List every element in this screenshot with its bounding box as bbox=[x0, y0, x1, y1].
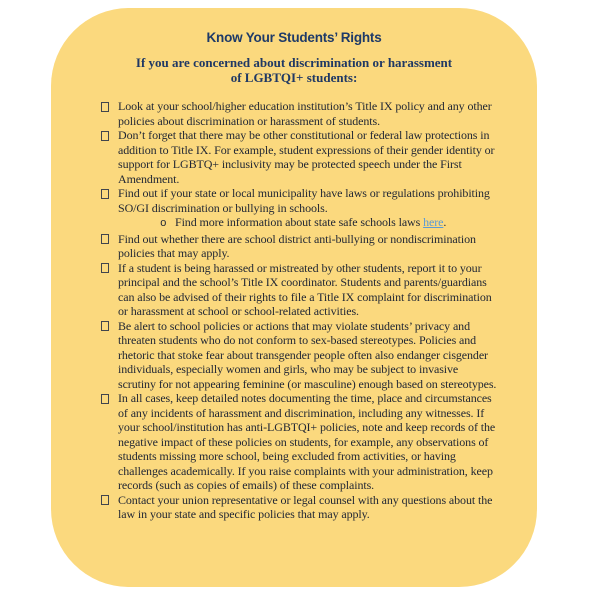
bullet-text: If a student is being harassed or mistreated by other students, report it to your principal and the school’s Title IX coordinator. Students and parents/guardians can also be advised of their rights to file a Title IX complaint for discrimination or harassment at school or school-related activities. bbox=[118, 260, 492, 318]
bullet-text: Look at your school/higher education institution’s Title IX policy and any other policies about discrimination or harassment of students. bbox=[118, 99, 492, 128]
checkbox-icon bbox=[101, 263, 109, 273]
checkbox-icon bbox=[101, 102, 109, 112]
checkbox-icon bbox=[101, 321, 109, 331]
sub-list-item bbox=[160, 215, 498, 232]
sub-bullet-marker: o bbox=[160, 218, 167, 230]
bullet-text: Be alert to school policies or actions that may violate students’ privacy and threaten students who do not conform to sex-based stereotypes. Policies and rhetoric that stoke fear about transgender people often also endanger cisgender individuals, especially women and girls, who may be subject to invasive scrutiny for not appearing feminine (or masculine) enough based on stereotypes. bbox=[118, 318, 497, 391]
list-item bbox=[100, 99, 498, 128]
list-item bbox=[100, 493, 498, 522]
checkbox-icon bbox=[101, 394, 109, 404]
checkbox-icon bbox=[101, 495, 109, 505]
safe-schools-laws-link[interactable]: here bbox=[423, 215, 444, 229]
bullet-text: Don’t forget that there may be other constitutional or federal law protections in addition to Title IX. For example, student expressions of their gender identity or support for LGBTQ+ inclusivity may be protected speech under the First Amendment. bbox=[118, 128, 495, 186]
page-subtitle bbox=[51, 56, 537, 85]
subtitle-line-2: of LGBTQI+ students: bbox=[230, 69, 358, 85]
sub-bullet-text: Find more information about state safe schools laws bbox=[175, 215, 424, 229]
checkbox-icon bbox=[101, 234, 109, 244]
list-item bbox=[100, 319, 498, 392]
sub-bullet-period: . bbox=[443, 215, 447, 229]
checkbox-icon bbox=[101, 131, 109, 141]
rights-info-card bbox=[51, 8, 537, 587]
list-item bbox=[100, 261, 498, 319]
bullet-text: Find out if your state or local municipality have laws or regulations prohibiting SO/GI discrimination or bullying in schools. bbox=[118, 186, 490, 215]
list-item bbox=[100, 128, 498, 186]
page-title: Know Your Students’ Rights bbox=[206, 30, 382, 45]
bullet-text: Contact your union representative or legal counsel with any questions about the law in your state and specific policies that may apply. bbox=[118, 492, 493, 521]
list-item bbox=[100, 186, 498, 232]
bullet-text: Find out whether there are school district anti-bullying or nondiscrimination policies that may apply. bbox=[118, 231, 476, 260]
checkbox-icon bbox=[101, 189, 109, 199]
checklist bbox=[100, 99, 498, 522]
list-item bbox=[100, 391, 498, 493]
list-item bbox=[100, 232, 498, 261]
subtitle-line-1: If you are concerned about discrimination or harassment bbox=[135, 55, 453, 70]
bullet-text: In all cases, keep detailed notes documenting the time, place and circumstances of any incidents of harassment and discrimination, including any witnesses. If your school/institution has anti-LGBTQI+ policies, note and keep records of the negative impact of these policies on students, for example, any observations of students missing more school, being excluded from activities, or having challenges academically. If you raise complaints with your administration, keep records (such as copies of emails) of these complaints. bbox=[118, 391, 496, 492]
